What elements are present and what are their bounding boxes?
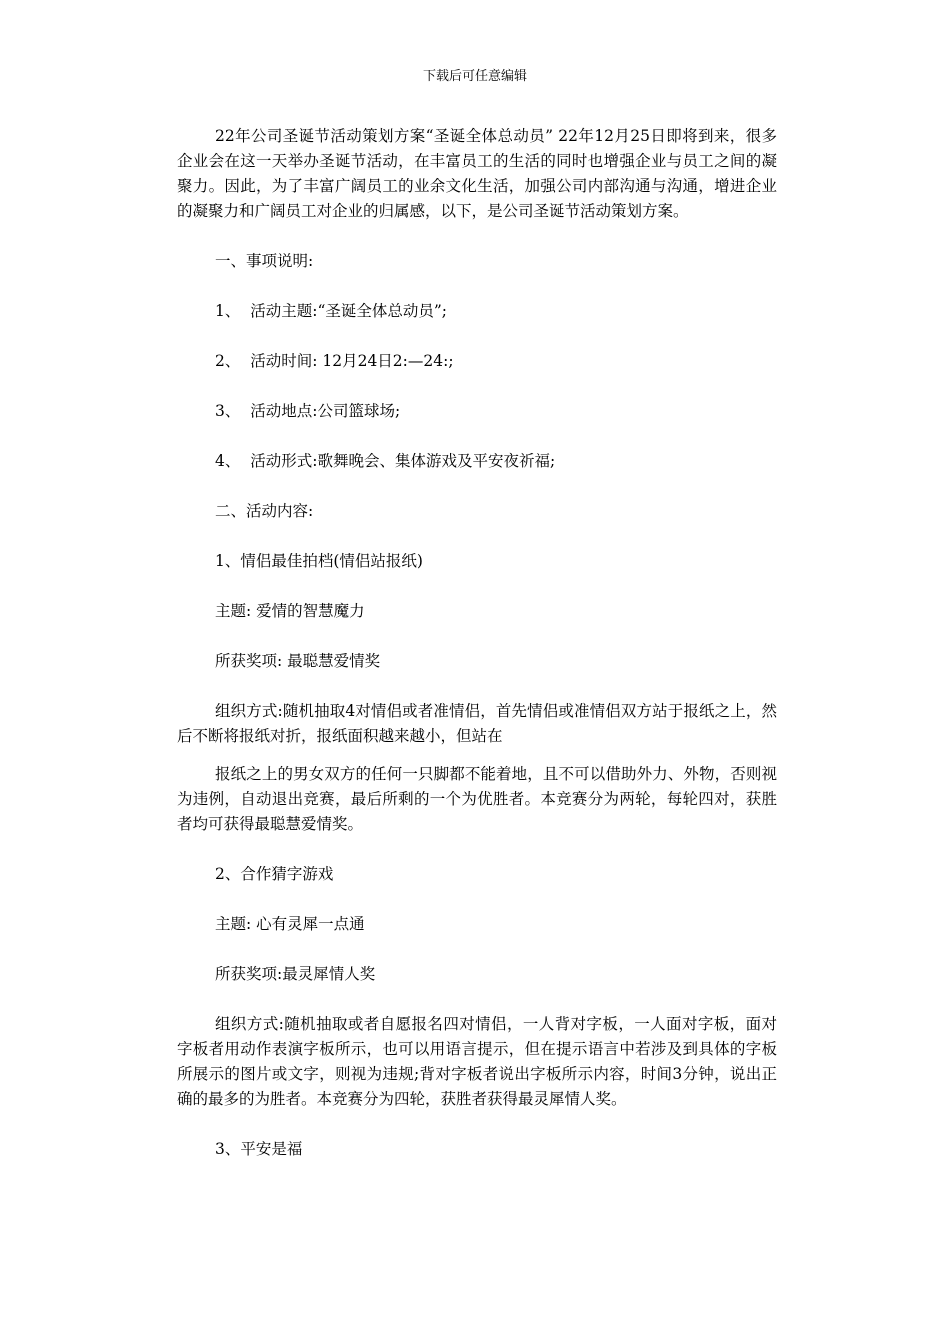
intro-paragraph: 22年公司圣诞节活动策划方案“圣诞全体总动员” 22年12月25日即将到来，很多企业会在这一天举办圣诞节活动，在丰富员工的生活的同时也增强企业与员工之间的凝聚力。因此，为了丰富广阔员工的业余文化生活，加强公司内部沟通与沟通，增进企业的凝聚力和广阔员工对企业的归属感，以下，是公司圣诞节活动策划方案。 <box>177 127 777 220</box>
activity-award: 所获奖项: 最聪慧爱情奖 <box>215 652 381 670</box>
list-item: 3、 活动地点:公司篮球场; <box>215 402 401 420</box>
activity-theme: 主题: 心有灵犀一点通 <box>215 915 365 933</box>
section-heading-2: 二、活动内容: <box>215 502 314 520</box>
activity-rules-continued: 报纸之上的男女双方的任何一只脚都不能着地，且不可以借助外力、外物，否则视为违例，自动退出竞赛，最后所剩的一个为优胜者。本竞赛分为两轮，每轮四对，获胜者均可获得最聪慧爱情奖。 <box>177 765 777 833</box>
activity-title: 3、平安是福 <box>215 1140 303 1158</box>
list-item: 4、 活动形式:歌舞晚会、集体游戏及平安夜祈福; <box>215 452 556 470</box>
document-body <box>177 124 777 1187</box>
activity-title: 1、情侣最佳拍档(情侣站报纸) <box>215 552 423 570</box>
list-item: 2、 活动时间: 12月24日2:—24:; <box>215 352 454 370</box>
activity-award: 所获奖项:最灵犀情人奖 <box>215 965 376 983</box>
activity-rules: 组织方式:随机抽取或者自愿报名四对情侣，一人背对字板，一人面对字板，面对字板者用动作表演字板所示，也可以用语言提示，但在提示语言中若涉及到具体的字板所展示的图片或文字，则视为违规;背对字板者说出字板所示内容，时间3分钟，说出正确的最多的为胜者。本竞赛分为四轮，获胜者获得最灵犀情人奖。 <box>177 1015 777 1108</box>
page-header: 下载后可任意编辑 <box>422 69 527 84</box>
activity-theme: 主题: 爱情的智慧魔力 <box>215 602 365 620</box>
list-item: 1、 活动主题:“圣诞全体总动员”; <box>215 302 448 320</box>
activity-rules: 组织方式:随机抽取4对情侣或者准情侣，首先情侣或准情侣双方站于报纸之上，然后不断将报纸对折，报纸面积越来越小，但站在 <box>177 702 777 745</box>
section-heading-1: 一、事项说明: <box>215 252 314 270</box>
activity-title: 2、合作猜字游戏 <box>215 865 334 883</box>
